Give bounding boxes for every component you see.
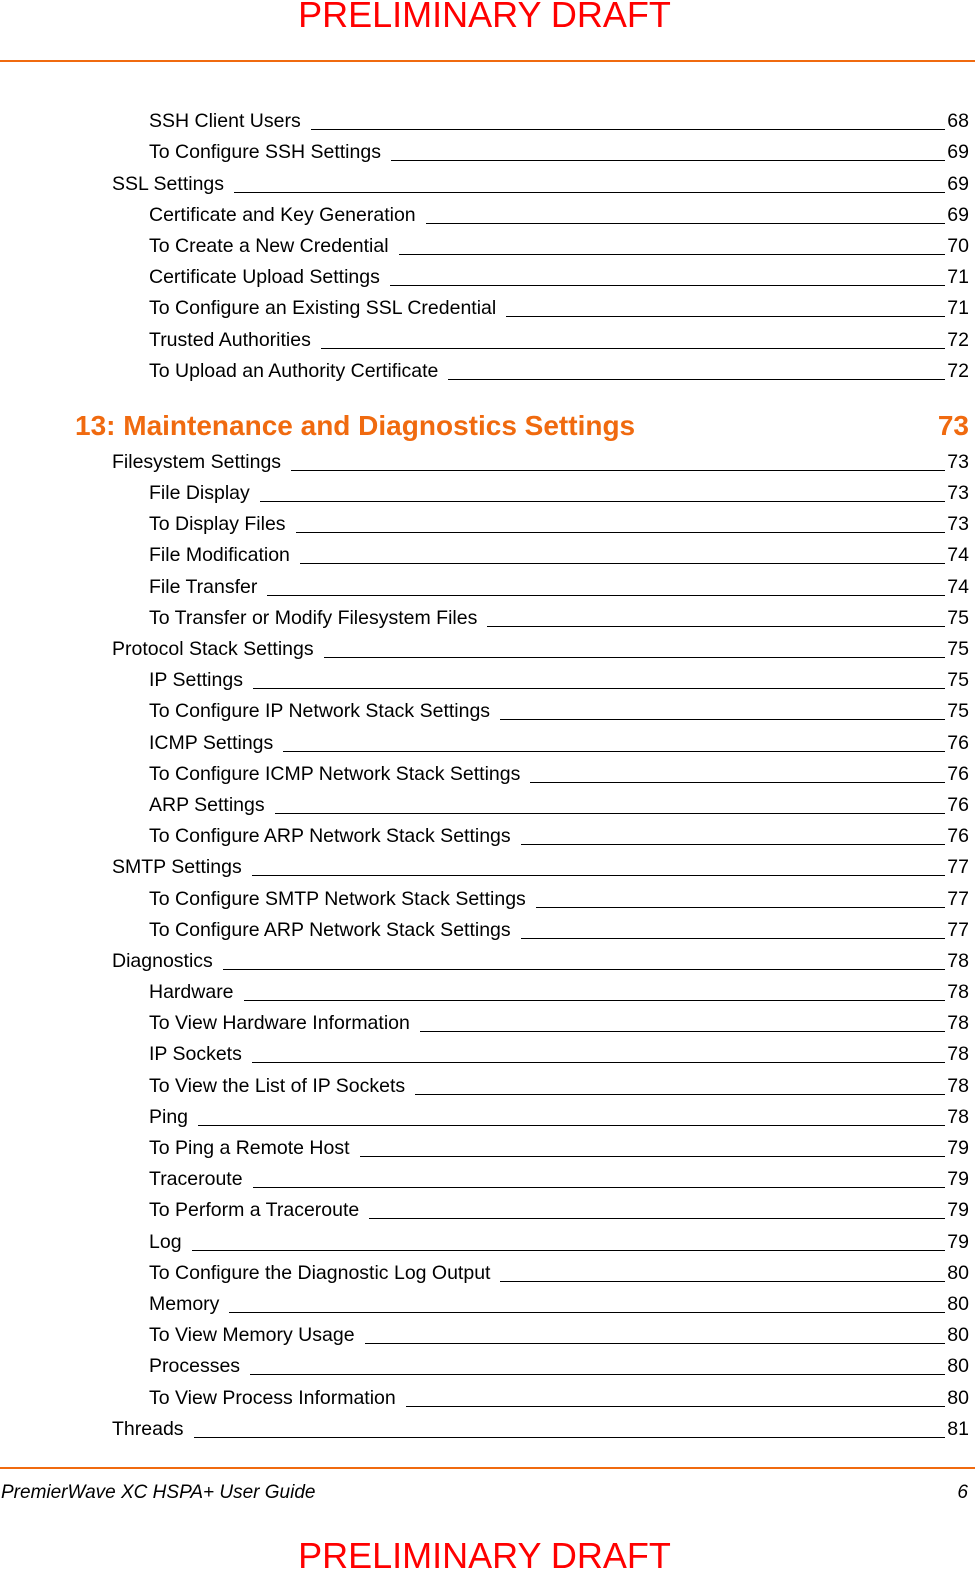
toc-entry-page-number: 79 (947, 1199, 969, 1222)
table-of-contents (0, 104, 975, 1443)
toc-entry-title: To Transfer or Modify Filesystem Files (149, 606, 478, 629)
toc-entry-title: To View the List of IP Sockets (149, 1074, 406, 1097)
toc-entry[interactable] (0, 632, 975, 663)
toc-entry-title: To Configure ICMP Network Stack Settings (149, 762, 521, 785)
toc-leader-line (365, 1343, 946, 1344)
toc-leader-line (192, 1250, 946, 1251)
toc-entry[interactable] (0, 694, 975, 725)
toc-entry[interactable] (0, 291, 975, 322)
toc-entry-page-number: 73 (947, 482, 969, 505)
toc-entry-title: File Display (149, 482, 250, 505)
toc-entry[interactable] (0, 601, 975, 632)
toc-entry-title: File Modification (149, 544, 290, 567)
toc-entry-page-number: 78 (947, 1043, 969, 1066)
toc-entry-page-number: 75 (947, 638, 969, 660)
toc-entry-page-number: 75 (947, 606, 969, 629)
toc-entry-page-number: 78 (947, 1074, 969, 1097)
toc-entry-title: Protocol Stack Settings (112, 638, 314, 660)
toc-entry[interactable] (0, 913, 975, 944)
toc-entry-page-number: 76 (947, 731, 969, 754)
toc-entry-page-number: 76 (947, 793, 969, 816)
toc-entry-title: Processes (149, 1355, 241, 1378)
toc-entry-page-number: 73 (947, 513, 969, 536)
toc-entry-page-number: 69 (947, 172, 969, 195)
toc-entry-page-number: 70 (947, 234, 969, 257)
toc-leader-line (406, 1406, 946, 1407)
toc-entry-page-number: 76 (947, 825, 969, 848)
toc-leader-line (506, 316, 945, 317)
toc-entry[interactable] (0, 569, 975, 600)
toc-entry[interactable] (0, 476, 975, 507)
toc-entry-title: Certificate Upload Settings (149, 266, 380, 289)
toc-entry[interactable] (0, 1256, 975, 1287)
toc-leader-line (390, 285, 945, 286)
footer-page-number: 6 (957, 1482, 968, 1503)
chapter-title: 13: Maintenance and Diagnostics Settings (75, 409, 636, 441)
chapter-page-number: 73 (937, 409, 969, 441)
watermark-bottom: PRELIMINARY DRAFT (298, 1535, 671, 1576)
toc-leader-line (198, 1125, 945, 1126)
toc-leader-line (426, 223, 946, 224)
toc-leader-line (360, 1156, 946, 1157)
toc-entry-page-number: 69 (947, 203, 969, 226)
toc-leader-line (324, 657, 946, 658)
toc-entry-page-number: 80 (947, 1324, 969, 1347)
toc-entry-page-number: 77 (947, 918, 969, 941)
toc-entry[interactable] (0, 354, 975, 385)
header-rule (0, 60, 975, 62)
toc-entry[interactable] (0, 850, 975, 881)
toc-entry-title: Threads (112, 1417, 184, 1440)
toc-entry[interactable] (0, 663, 975, 694)
toc-entry-title: Traceroute (149, 1168, 243, 1191)
toc-entry-page-number: 78 (947, 1012, 969, 1035)
toc-entry-title: To Configure SMTP Network Stack Settings (149, 887, 526, 910)
toc-entry-page-number: 77 (947, 887, 969, 910)
toc-entry[interactable] (0, 1287, 975, 1318)
toc-leader-line (391, 160, 945, 161)
toc-leader-line (448, 379, 945, 380)
toc-entry-page-number: 79 (947, 1230, 969, 1253)
toc-leader-line (252, 1062, 945, 1063)
toc-entry-title: Certificate and Key Generation (149, 203, 416, 226)
toc-entry[interactable] (0, 819, 975, 850)
toc-leader-line (521, 844, 946, 845)
toc-leader-line (487, 626, 945, 627)
toc-leader-line (194, 1437, 946, 1438)
toc-entry[interactable] (0, 104, 975, 135)
toc-entry-page-number: 80 (947, 1292, 969, 1315)
toc-entry-title: Trusted Authorities (149, 328, 311, 351)
toc-leader-line (234, 192, 945, 193)
toc-entry-title: IP Sockets (149, 1043, 242, 1066)
toc-leader-line (500, 719, 945, 720)
toc-entry-page-number: 71 (947, 297, 969, 320)
toc-entry-title: SMTP Settings (112, 856, 242, 879)
toc-entry-title: To Configure SSH Settings (149, 141, 381, 164)
toc-entry-title: ARP Settings (149, 793, 265, 816)
toc-entry-title: SSL Settings (112, 172, 225, 195)
toc-entry-page-number: 78 (947, 981, 969, 1004)
toc-entry-title: File Transfer (149, 575, 258, 598)
toc-entry-title: To View Process Information (149, 1386, 396, 1409)
toc-entry-title: To Perform a Traceroute (149, 1199, 360, 1222)
toc-entry[interactable] (0, 725, 975, 756)
toc-entry-page-number: 72 (947, 359, 969, 382)
toc-entry[interactable] (0, 1100, 975, 1131)
toc-entry[interactable] (0, 1006, 975, 1037)
toc-entry-page-number: 74 (947, 575, 969, 598)
toc-entry[interactable] (0, 322, 975, 353)
toc-leader-line (253, 1187, 946, 1188)
toc-entry-page-number: 72 (947, 328, 969, 351)
toc-entry-page-number: 79 (947, 1168, 969, 1191)
toc-entry[interactable] (0, 166, 975, 197)
toc-entry-title: Diagnostics (112, 949, 213, 972)
toc-entry[interactable] (0, 507, 975, 538)
toc-entry-title: To Upload an Authority Certificate (149, 359, 439, 382)
toc-leader-line (420, 1031, 945, 1032)
toc-leader-line (244, 1000, 946, 1001)
toc-entry-title: To Configure the Diagnostic Log Output (149, 1261, 491, 1284)
toc-entry-title: Ping (149, 1105, 189, 1128)
toc-entry-title: Log (149, 1230, 182, 1253)
toc-leader-line (521, 938, 946, 939)
toc-entry[interactable] (0, 198, 975, 229)
toc-leader-line (291, 470, 945, 471)
toc-entry[interactable] (0, 1349, 975, 1380)
toc-leader-line (399, 254, 946, 255)
toc-leader-line (283, 751, 945, 752)
toc-leader-line (415, 1094, 945, 1095)
toc-entry[interactable] (0, 1224, 975, 1255)
toc-entry-title: To Configure IP Network Stack Settings (149, 700, 491, 723)
toc-section-before (0, 104, 975, 385)
toc-entry-page-number: 80 (947, 1355, 969, 1378)
toc-leader-line (250, 1374, 945, 1375)
toc-entry-page-number: 68 (947, 110, 969, 133)
toc-leader-line (500, 1281, 945, 1282)
toc-entry[interactable] (0, 1318, 975, 1349)
toc-entry-page-number: 77 (947, 856, 969, 879)
toc-entry-title: SSH Client Users (149, 110, 301, 133)
toc-entry-page-number: 78 (947, 949, 969, 972)
toc-entry[interactable] (0, 260, 975, 291)
toc-entry-page-number: 78 (947, 1105, 969, 1128)
toc-entry[interactable] (0, 445, 975, 476)
toc-entry-page-number: 74 (947, 544, 969, 567)
toc-entry-page-number: 76 (947, 762, 969, 785)
footer-document-title: PremierWave XC HSPA+ User Guide (1, 1482, 316, 1503)
toc-leader-line (229, 1312, 945, 1313)
toc-section-after (0, 445, 975, 1443)
toc-entry[interactable] (0, 944, 975, 975)
toc-leader-line (223, 969, 946, 970)
toc-entry-title: To Configure ARP Network Stack Settings (149, 825, 511, 848)
toc-leader-line (296, 532, 946, 533)
toc-leader-line (300, 563, 945, 564)
toc-entry[interactable] (0, 881, 975, 912)
toc-entry-page-number: 75 (947, 669, 969, 692)
toc-leader-line (530, 782, 945, 783)
toc-entry[interactable] (0, 1380, 975, 1411)
toc-entry[interactable] (0, 135, 975, 166)
toc-chapter-heading[interactable] (0, 402, 975, 442)
toc-entry-title: To View Hardware Information (149, 1012, 410, 1035)
toc-entry-title: To View Memory Usage (149, 1324, 355, 1347)
toc-leader-line (311, 129, 946, 130)
toc-leader-line (267, 595, 945, 596)
toc-entry-title: ICMP Settings (149, 731, 274, 754)
toc-entry-title: Hardware (149, 981, 234, 1004)
toc-entry-title: To Ping a Remote Host (149, 1137, 350, 1159)
toc-entry-page-number: 80 (947, 1261, 969, 1284)
watermark-top: PRELIMINARY DRAFT (298, 0, 671, 35)
toc-leader-line (275, 813, 946, 814)
footer-rule (0, 1467, 975, 1469)
toc-entry-page-number: 79 (947, 1137, 969, 1159)
toc-entry[interactable] (0, 229, 975, 260)
toc-entry[interactable] (0, 757, 975, 788)
toc-leader-line (260, 501, 946, 502)
toc-entry-page-number: 69 (947, 141, 969, 164)
toc-leader-line (252, 875, 946, 876)
toc-entry-page-number: 80 (947, 1386, 969, 1409)
toc-entry-title: To Configure an Existing SSL Credential (149, 297, 497, 320)
toc-entry-title: To Configure ARP Network Stack Settings (149, 918, 511, 941)
toc-entry[interactable] (0, 1037, 975, 1068)
toc-entry-title: IP Settings (149, 669, 243, 692)
toc-leader-line (253, 688, 945, 689)
toc-entry[interactable] (0, 1412, 975, 1443)
toc-entry[interactable] (0, 1162, 975, 1193)
toc-entry[interactable] (0, 538, 975, 569)
toc-entry-title: Memory (149, 1292, 220, 1315)
toc-entry-title: Filesystem Settings (112, 450, 282, 473)
toc-entry[interactable] (0, 1131, 975, 1162)
toc-entry[interactable] (0, 975, 975, 1006)
toc-entry[interactable] (0, 1068, 975, 1099)
toc-leader-line (536, 907, 946, 908)
toc-entry-page-number: 73 (947, 450, 969, 473)
toc-entry-title: To Display Files (149, 513, 286, 536)
toc-leader-line (369, 1218, 945, 1219)
toc-entry-page-number: 71 (947, 266, 969, 289)
toc-entry[interactable] (0, 1193, 975, 1224)
toc-entry-title: To Create a New Credential (149, 234, 389, 257)
toc-leader-line (321, 348, 945, 349)
toc-entry-page-number: 75 (947, 700, 969, 723)
toc-entry-page-number: 81 (947, 1417, 969, 1440)
toc-entry[interactable] (0, 788, 975, 819)
